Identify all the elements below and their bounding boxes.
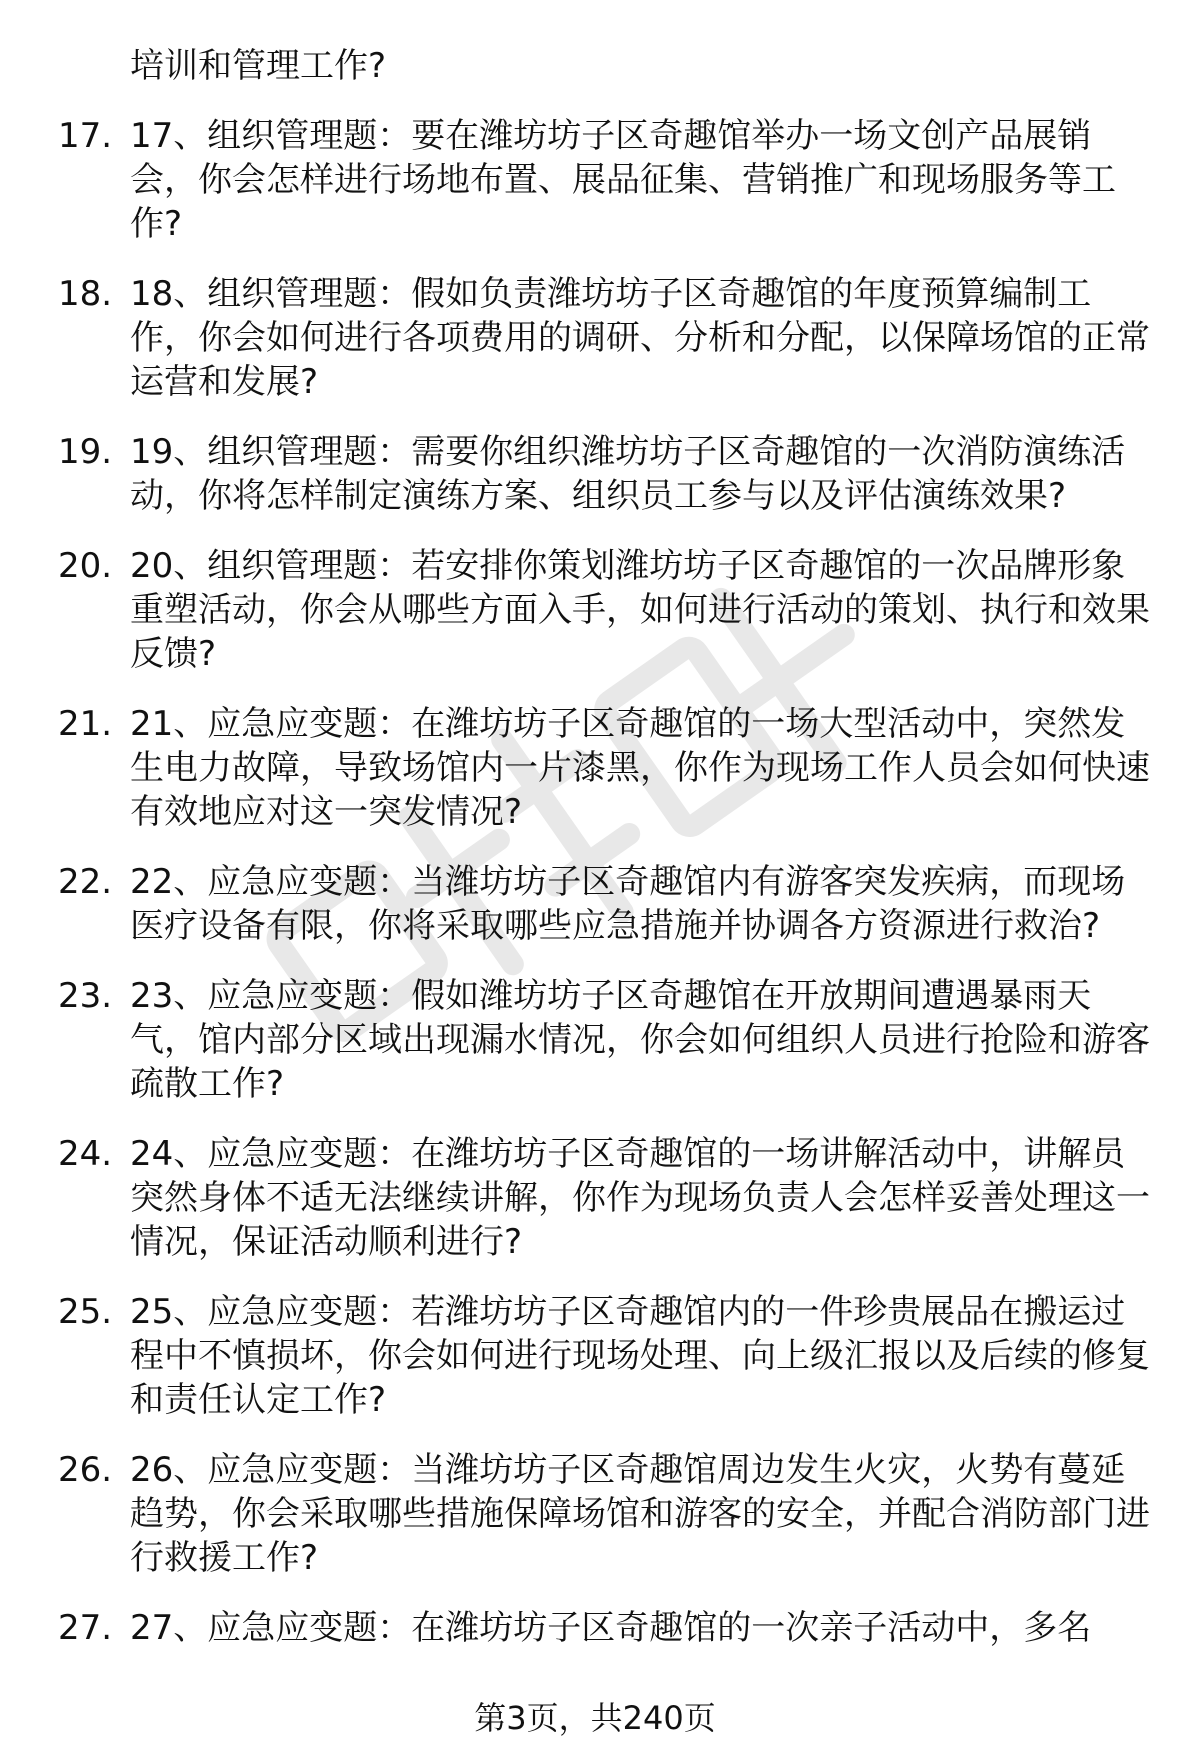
list-item <box>0 1606 1190 1650</box>
page-footer: 第3页，共240页 <box>474 1699 716 1737</box>
continued-text: 培训和管理工作? <box>130 46 387 86</box>
item-number: 20. <box>58 546 113 586</box>
item-number: 18. <box>58 274 113 314</box>
list-item <box>0 1132 1190 1264</box>
list-item <box>0 114 1190 246</box>
item-text: 25、应急应变题：若潍坊坊子区奇趣馆内的一件珍贵展品在搬运过程中不慎损坏，你会如何进行现场处理、向上级汇报以及后续的修复和责任认定工作? <box>130 1292 1150 1420</box>
item-text: 19、组织管理题：需要你组织潍坊坊子区奇趣馆的一次消防演练活动，你将怎样制定演练方案、组织员工参与以及评估演练效果? <box>130 432 1126 516</box>
item-number: 26. <box>58 1450 113 1490</box>
list-item <box>0 702 1190 834</box>
item-number: 22. <box>58 862 113 902</box>
list-item <box>0 544 1190 676</box>
item-number: 21. <box>58 704 113 744</box>
list-item <box>0 860 1190 948</box>
list-item <box>0 1448 1190 1580</box>
list-item <box>0 272 1190 404</box>
item-text: 17、组织管理题：要在潍坊坊子区奇趣馆举办一场文创产品展销会，你会怎样进行场地布置、展品征集、营销推广和现场服务等工作? <box>130 116 1116 244</box>
item-text: 27、应急应变题：在潍坊坊子区奇趣馆的一次亲子活动中，多名 <box>130 1608 1092 1648</box>
item-number: 24. <box>58 1134 113 1174</box>
item-text: 23、应急应变题：假如潍坊坊子区奇趣馆在开放期间遭遇暴雨天气，馆内部分区域出现漏水情况，你会如何组织人员进行抢险和游客疏散工作? <box>130 976 1150 1104</box>
question-list <box>0 44 1190 1676</box>
list-item <box>0 1290 1190 1422</box>
list-item <box>0 974 1190 1106</box>
item-text: 22、应急应变题：当潍坊坊子区奇趣馆内有游客突发疾病，而现场医疗设备有限，你将采取哪些应急措施并协调各方资源进行救治? <box>130 862 1126 946</box>
item-number: 17. <box>58 116 113 156</box>
item-number: 23. <box>58 976 113 1016</box>
item-number: 27. <box>58 1608 113 1648</box>
item-text: 24、应急应变题：在潍坊坊子区奇趣馆的一场讲解活动中，讲解员突然身体不适无法继续讲解，你作为现场负责人会怎样妥善处理这一情况，保证活动顺利进行? <box>130 1134 1150 1262</box>
item-text: 21、应急应变题：在潍坊坊子区奇趣馆的一场大型活动中，突然发生电力故障，导致场馆内一片漆黑，你作为现场工作人员会如何快速有效地应对这一突发情况? <box>130 704 1150 832</box>
item-text: 26、应急应变题：当潍坊坊子区奇趣馆周边发生火灾，火势有蔓延趋势，你会采取哪些措施保障场馆和游客的安全，并配合消防部门进行救援工作? <box>130 1450 1150 1578</box>
item-number: 19. <box>58 432 113 472</box>
item-number: 25. <box>58 1292 113 1332</box>
item-text: 18、组织管理题：假如负责潍坊坊子区奇趣馆的年度预算编制工作，你会如何进行各项费用的调研、分析和分配，以保障场馆的正常运营和发展? <box>130 274 1150 402</box>
list-item <box>0 430 1190 518</box>
item-text: 20、组织管理题：若安排你策划潍坊坊子区奇趣馆的一次品牌形象重塑活动，你会从哪些方面入手，如何进行活动的策划、执行和效果反馈? <box>130 546 1150 674</box>
